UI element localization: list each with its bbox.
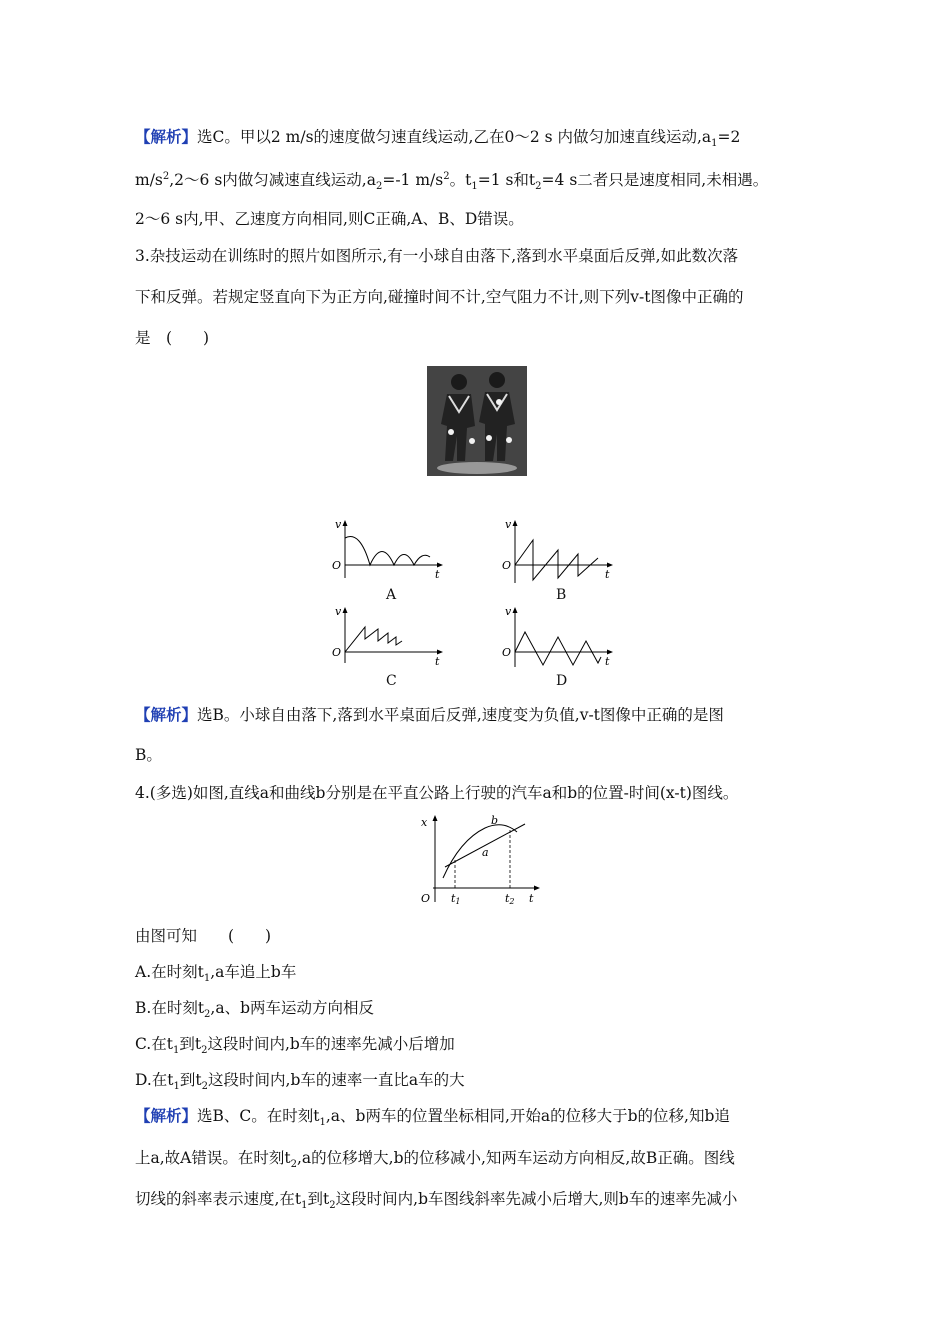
axis-t-label: t bbox=[529, 892, 534, 905]
axis-t-label: t bbox=[605, 655, 610, 668]
graph-a-caption: A bbox=[386, 587, 397, 603]
graph-c-caption: C bbox=[386, 673, 397, 689]
origin-label: O bbox=[502, 646, 512, 659]
analysis-para-1-line-2: $m/s^2,2\sim 6$ s内做匀减速直线运动$,a_2=-1$ $m/s^2$。$t_1=1$ s和$t_2=4$ s二者只是速度相同,未相遇。 bbox=[135, 170, 769, 193]
t2-label: t2 bbox=[505, 892, 515, 906]
analysis-para-1-line-1: 【解析】选C。甲以2 m/s的速度做匀速直线运动,乙在0～2 s 内做匀加速直线运动$,a_1=2$ bbox=[135, 127, 741, 150]
analysis-para-1-line-3: 2～6 s内,甲、乙速度方向相同,则C正确,A、B、D错误。 bbox=[135, 210, 524, 228]
analysis-para-3-line-1: 【解析】选B、C。在时刻$t_1,a$、b两车的位置坐标相同,开始a的位移大于b的位移,知b追 bbox=[135, 1106, 730, 1129]
graph-b bbox=[500, 518, 620, 588]
origin-label: O bbox=[421, 892, 431, 905]
option-a: A.在时刻$t_1,a$车追上b车 bbox=[135, 963, 297, 985]
graph-c bbox=[330, 605, 450, 675]
t1-label: t1 bbox=[451, 892, 461, 906]
question-3-line-3: 是 ( ) bbox=[135, 329, 210, 347]
axis-v-label: v bbox=[505, 605, 512, 618]
analysis-tag: 【解析】 bbox=[135, 1106, 198, 1125]
analysis-para-2-line-1: 【解析】选B。小球自由落下,落到水平桌面后反弹,速度变为负值,v-t图像中正确的是图 bbox=[135, 705, 724, 724]
axis-t-label: t bbox=[435, 568, 440, 581]
question-4-stem: 由图可知 ( ) bbox=[135, 927, 272, 945]
analysis-para-2-line-2: B。 bbox=[135, 746, 162, 764]
question-3-line-1: 3.杂技运动在训练时的照片如图所示,有一小球自由落下,落到水平桌面后反弹,如此数次落 bbox=[135, 247, 739, 265]
graph-a bbox=[330, 518, 450, 588]
option-c: C.在$t_1$到$t_2$这段时间内,b车的速率先减小后增加 bbox=[135, 1035, 455, 1057]
line-a-label: a bbox=[482, 846, 489, 859]
analysis-para-3-line-2: 上a,故A错误。在时刻$t_2,a$的位移增大,b的位移减小,知两车运动方向相反,故B正确。图线 bbox=[135, 1149, 735, 1171]
question-4-line-1: 4.(多选)如图,直线a和曲线b分别是在平直公路上行驶的汽车a和b的位置-时间(x-t)图线。 bbox=[135, 784, 739, 802]
axis-v-label: v bbox=[335, 605, 342, 618]
axis-v-label: v bbox=[505, 518, 512, 531]
axis-t-label: t bbox=[435, 655, 440, 668]
graph-d bbox=[500, 605, 620, 675]
graph-b-caption: B bbox=[556, 587, 567, 603]
origin-label: O bbox=[332, 646, 342, 659]
option-d: D.在$t_1$到$t_2$这段时间内,b车的速率一直比a车的大 bbox=[135, 1071, 465, 1093]
acrobat-photo bbox=[427, 366, 527, 476]
axis-v-label: v bbox=[335, 518, 342, 531]
analysis-tag: 【解析】 bbox=[135, 127, 198, 146]
origin-label: O bbox=[502, 559, 512, 572]
option-b: B.在时刻$t_2,a$、b两车运动方向相反 bbox=[135, 999, 375, 1021]
analysis-para-3-line-3: 切线的斜率表示速度,在$t_1$到$t_2$这段时间内,b车图线斜率先减小后增大,则b车的速率先减小 bbox=[135, 1190, 738, 1212]
graph-d-caption: D bbox=[556, 673, 568, 689]
xt-graph bbox=[415, 812, 545, 907]
axis-x-label: x bbox=[421, 816, 428, 829]
question-3-line-2: 下和反弹。若规定竖直向下为正方向,碰撞时间不计,空气阻力不计,则下列v-t图像中正确的 bbox=[135, 288, 744, 306]
curve-b-label: b bbox=[491, 814, 499, 827]
analysis-tag: 【解析】 bbox=[135, 705, 198, 724]
origin-label: O bbox=[332, 559, 342, 572]
axis-t-label: t bbox=[605, 568, 610, 581]
